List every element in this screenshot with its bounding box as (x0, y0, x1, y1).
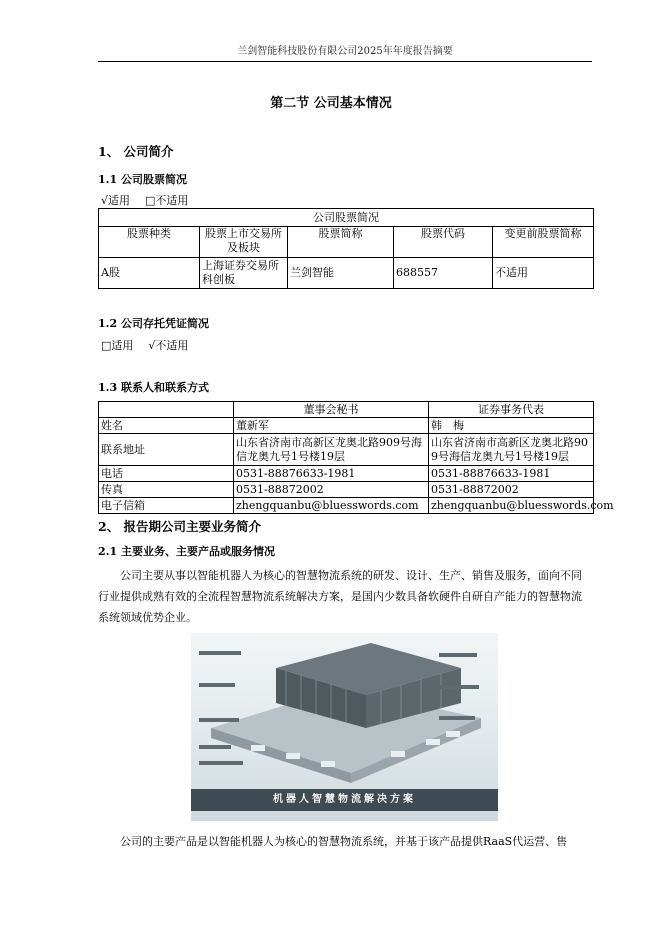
table-cell: 山东省济南市高新区龙奥北路909号海信龙奥九号1号楼19层 (429, 434, 594, 466)
table-cell: A股 (99, 258, 200, 289)
heading-main-business: 2.1 主要业务、主要产品或服务情况 (98, 545, 275, 558)
running-header: 兰剑智能科技股份有限公司2025年年度报告摘要 (237, 46, 453, 57)
table-header-cell: 股票种类 (99, 227, 200, 258)
row-label: 传真 (99, 482, 234, 498)
contact-table (98, 401, 614, 514)
row-label: 电子信箱 (99, 498, 234, 514)
warehouse-solution-image (191, 633, 498, 821)
row-label: 姓名 (99, 418, 234, 434)
heading-company-profile: 1、 公司简介 (98, 144, 174, 159)
table-cell: 0531-88872002 (234, 482, 429, 498)
table-header-cell: 股票代码 (394, 227, 493, 258)
table-cell: zhengquanbu@bluesswords.com (429, 498, 594, 514)
table-cell: 董新军 (234, 418, 429, 434)
paragraph-main-business: 公司主要从事以智能机器人为核心的智慧物流系统的研发、设计、生产、销售及服务，面向不同行业提供成熟有效的全流程智慧物流系统解决方案，是国内少数具备软硬件自研自产能力的智慧物流系统领域优势企业。 (98, 569, 582, 624)
applicable-option: √适用 (101, 194, 131, 207)
table-corner-cell (99, 402, 234, 418)
table-cell: 0531-88876633-1981 (429, 466, 594, 482)
applicable-option: □适用 (101, 339, 134, 352)
heading-stock-overview: 1.1 公司股票简况 (98, 173, 187, 186)
table-header-cell: 证券事务代表 (429, 402, 594, 418)
table-header-cell: 董事会秘书 (234, 402, 429, 418)
table-header-cell: 变更前股票简称 (493, 227, 594, 258)
section-title: 第二节 公司基本情况 (270, 96, 392, 111)
figure-caption: 机器人智慧物流解决方案 (191, 789, 498, 811)
stock-overview-table (98, 208, 594, 289)
table-cell: 0531-88872002 (429, 482, 594, 498)
table-cell: 上海证券交易所科创板 (200, 258, 288, 289)
table-title: 公司股票简况 (99, 209, 594, 227)
table-cell: 兰剑智能 (288, 258, 394, 289)
heading-contacts: 1.3 联系人和联系方式 (98, 381, 209, 394)
row-label: 联系地址 (99, 434, 234, 466)
table-cell: 688557 (394, 258, 493, 289)
heading-business-overview: 2、 报告期公司主要业务简介 (98, 519, 262, 534)
table-cell: 不适用 (493, 258, 594, 289)
table-header-cell: 股票上市交易所及板块 (200, 227, 288, 258)
table-cell: 韩 梅 (429, 418, 594, 434)
table-cell: 0531-88876633-1981 (234, 466, 429, 482)
applicability-check (101, 337, 188, 353)
not-applicable-option: √不适用 (148, 339, 189, 352)
table-cell: zhengquanbu@bluesswords.com (234, 498, 429, 514)
not-applicable-option: □不适用 (145, 194, 189, 207)
table-header-cell: 股票简称 (288, 227, 394, 258)
table-cell: 山东省济南市高新区龙奥北路909号海信龙奥九号1号楼19层 (234, 434, 429, 466)
paragraph-main-products: 公司的主要产品是以智能机器人为核心的智慧物流系统，并基于该产品提供RaaS代运营、售 (120, 835, 568, 848)
applicability-check (101, 192, 188, 208)
row-label: 电话 (99, 466, 234, 482)
heading-depositary-receipts: 1.2 公司存托凭证简况 (98, 317, 209, 330)
header-rule (98, 61, 592, 62)
